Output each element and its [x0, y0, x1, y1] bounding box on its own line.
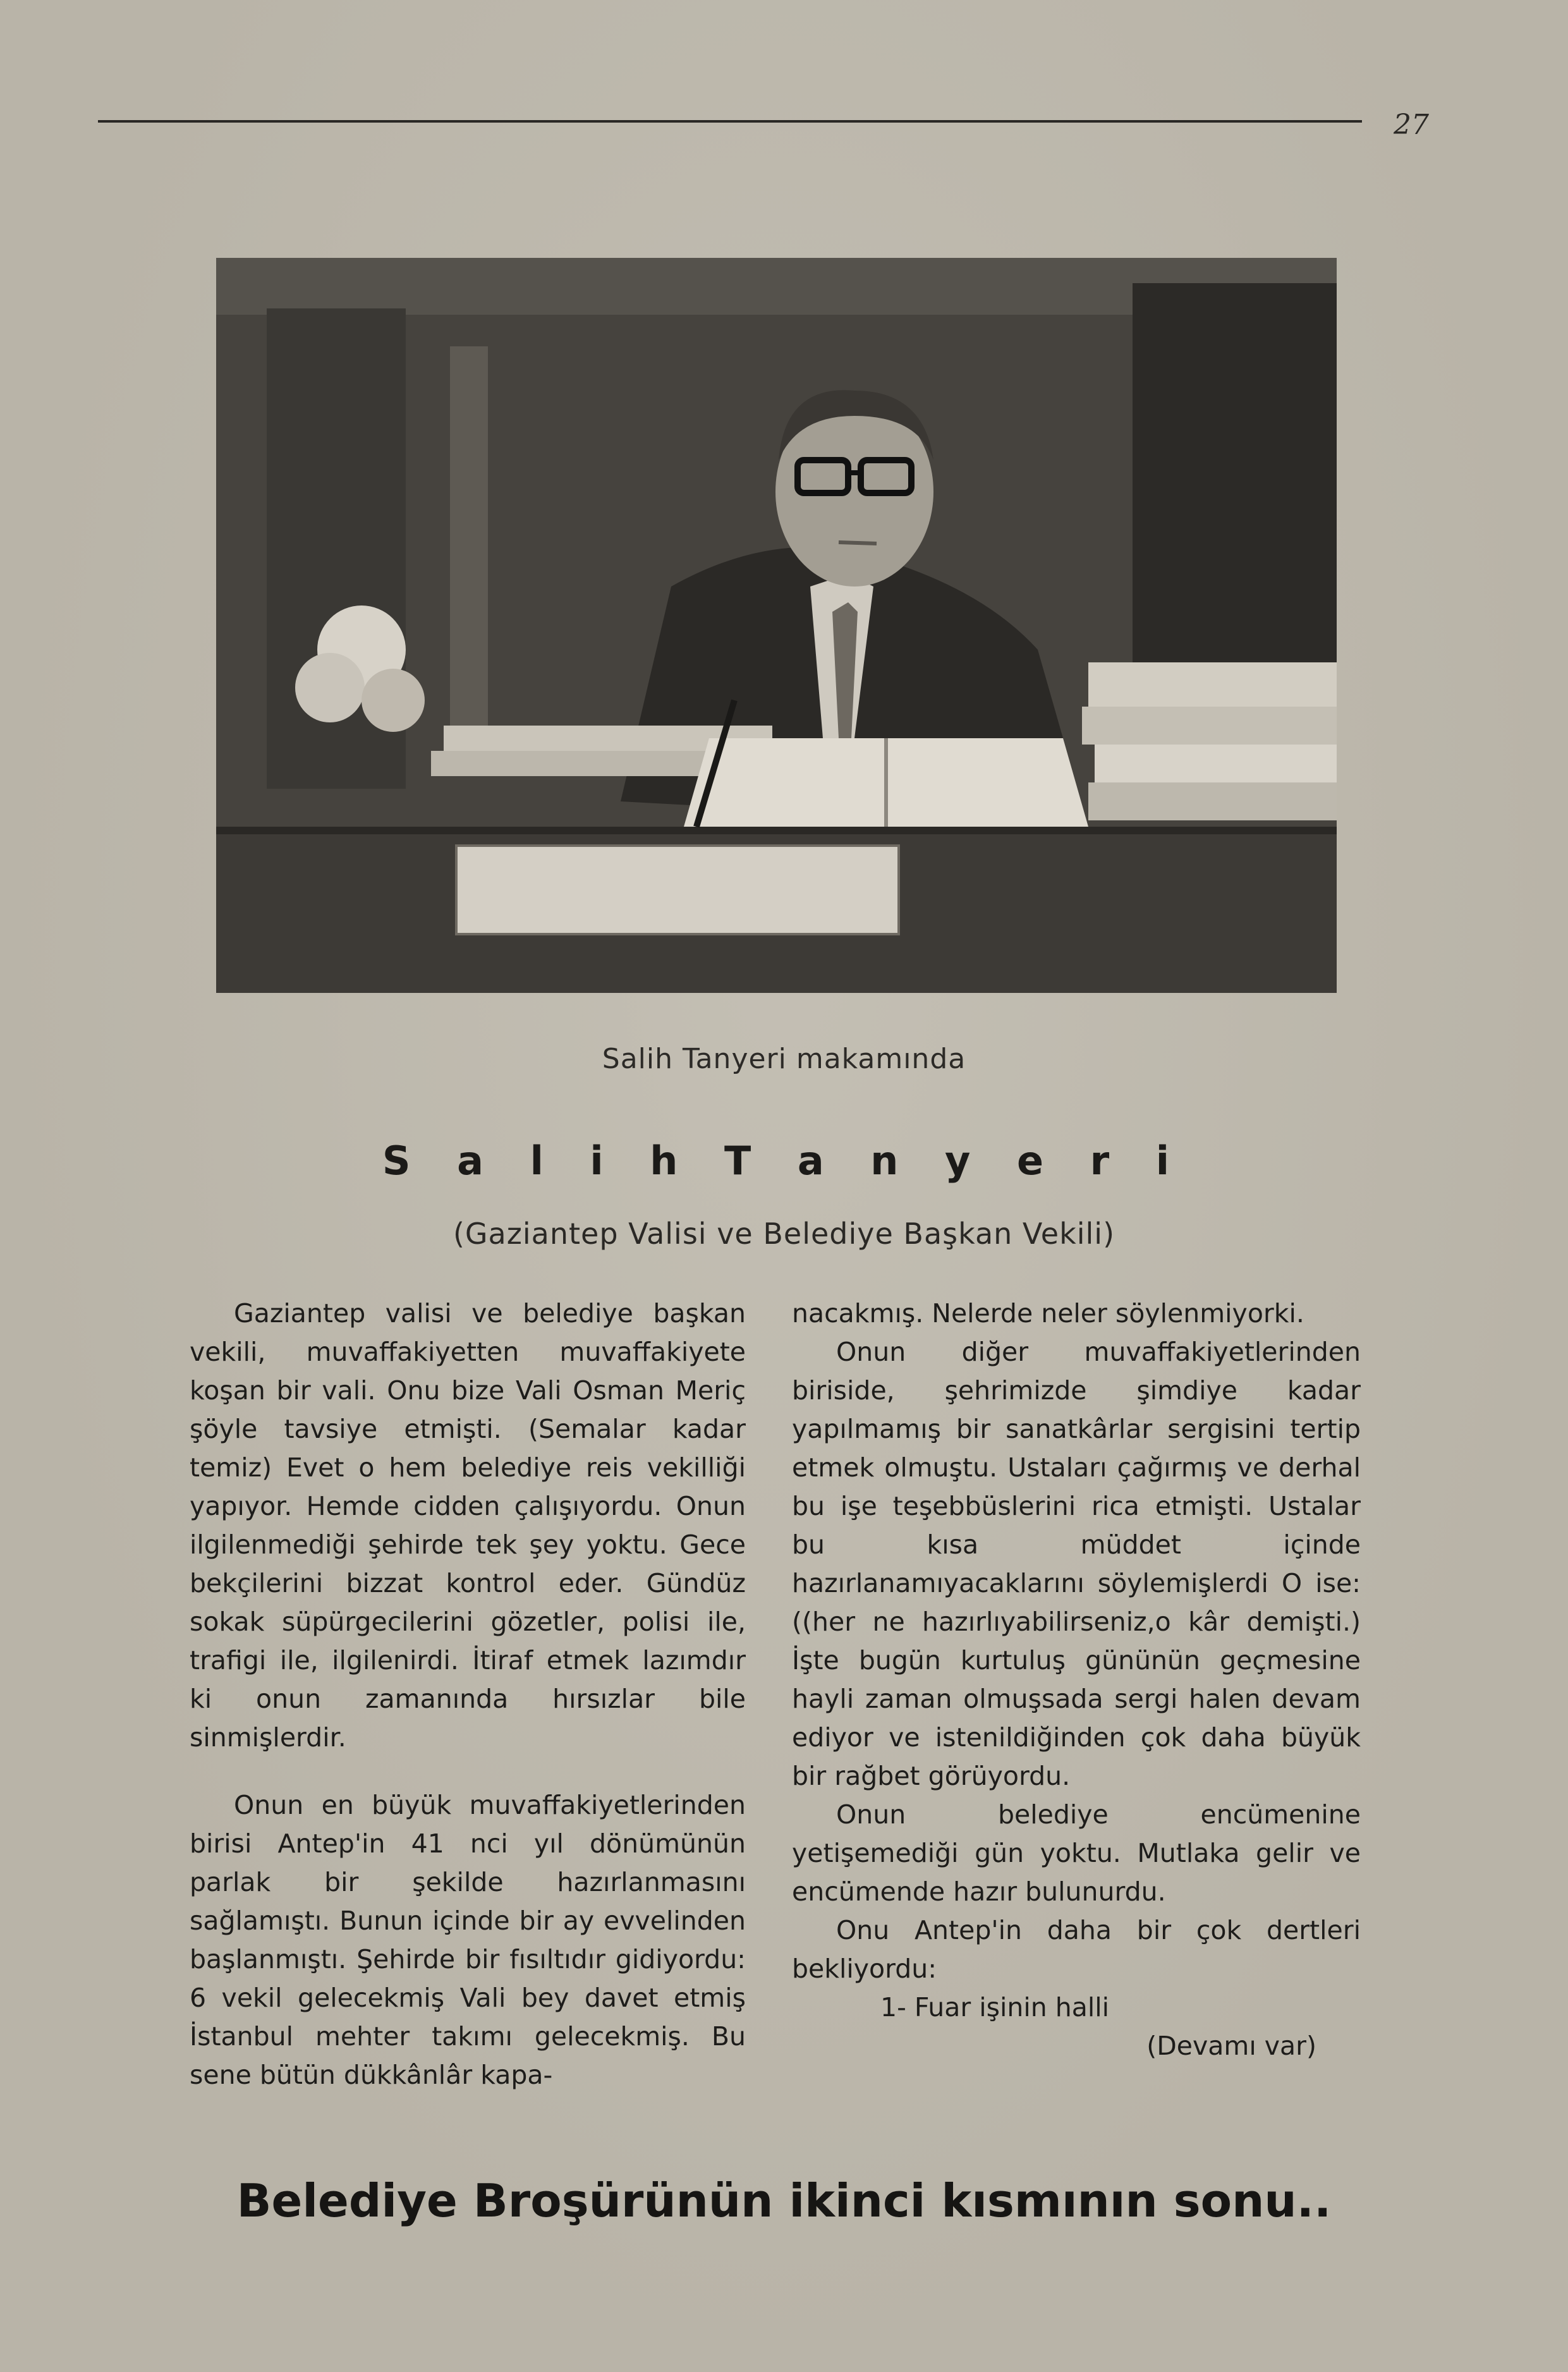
portrait-photo [216, 258, 1337, 993]
left-paragraph: Onun en büyük muvaffakiyetlerinden birisi Antep'in 41 nci yıl dönümünün parlak bir şekilde hazırlanmasını sağlamıştı. Bunun içinde bir ay evvelinden başlanmıştı. Şehirde bir fısıltıdır gidiyordu: 6 vekil gelecekmiş Vali bey davet etmiş İstanbul mehter takımı gelecekmiş. Bu sene bütün dükkânlâr kapa- [190, 1790, 746, 2090]
article-title: S a l i h T a n y e r i [382, 1138, 1186, 1184]
left-paragraph: Gaziantep valisi ve belediye başkan vekili, muvaffakiyetten muvaffakiyete koşan bir vali. Onu bize Vali Osman Meriç şöyle tavsiye etmişti. (Semalar kadar temiz) Evet o hem belediye reis vekilliği yapıyor. Hemde cidden çalışıyordu. Onun ilgilenmediği şehirde tek şey yoktu. Gece bekçilerini bizzat kontrol eder. Gündüz sokak süpürgecilerini gözetler, polisi ile, trafigi ile, ilgilenirdi. İtiraf etmek lazımdır ki onun zamanında hırsızlar bile sinmişlerdir. [190, 1298, 746, 1753]
left-column [190, 1294, 746, 2124]
right-paragraph: Onun belediye encümenine yetişemediği gün yoktu. Mutlaka gelir ve encümende hazır bulunurdu. [792, 1799, 1361, 1907]
continued-note: (Devamı var) [1146, 2031, 1316, 2061]
header-rule [98, 120, 1362, 123]
right-paragraph: Onun diğer muvaffakiyetlerinden biriside, şehrimizde şimdiye kadar yapılmamış bir sanatkârlar sergisini tertip etmek olmuştu. Ustaları çağırmış ve derhal bu işe teşebbüslerini rica etmişti. Ustalar bu kısa müddet içinde hazırlanamıyacaklarını söylemişlerdi O ise: ((her ne hazırlıyabilirseniz,o kâr demişti.) İşte bugün kurtuluş gününün geçmesine hayli zaman olmuşsada sergi halen devam ediyor ve istenildiğinden çok daha büyük bir rağbet görüyordu. [792, 1337, 1361, 1791]
photo-illustration [216, 258, 1337, 993]
right-continuation-line: nacakmış. Nelerde neler söylenmiyorki. [792, 1298, 1304, 1329]
page-number: 27 [1394, 109, 1429, 141]
right-paragraph: Onu Antep'in daha bir çok dertleri bekliyordu: [792, 1915, 1361, 1984]
right-column [792, 1294, 1361, 2065]
footer-text: Belediye Broşürünün ikinci kısmının sonu.. [236, 2174, 1332, 2227]
list-item: 1- Fuar işinin halli [880, 1992, 1110, 2022]
photo-caption: Salih Tanyeri makamında [602, 1043, 966, 1075]
article-subtitle: (Gaziantep Valisi ve Belediye Başkan Vekili) [453, 1217, 1115, 1251]
